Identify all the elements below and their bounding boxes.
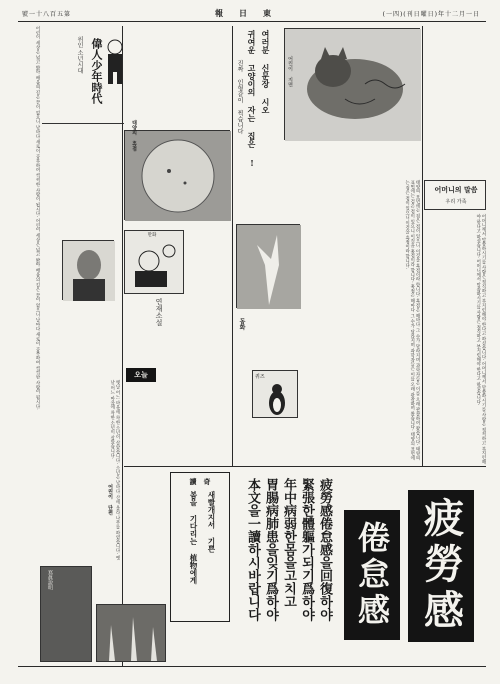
series-sub: 위인 소년시대 [76, 36, 83, 74]
ad-line-1: 疲勞感倦怠感을回復하야 [317, 478, 332, 621]
bottom-rule [18, 666, 486, 667]
sun-photo-block [124, 130, 230, 220]
boxed-poem [170, 472, 230, 622]
cat-caption: 어린이 지면 [287, 56, 293, 87]
sun-caption: 태양의 흑점 [131, 120, 137, 151]
ad-line-5: 本文을一讀하시바랍니다 [245, 478, 260, 621]
feature-subline: 진짜 인형같이 찍습니다 [236, 60, 243, 134]
masthead-title: 報 日 東 [215, 8, 275, 18]
great-man-series [42, 28, 124, 124]
photo-caption: 寫眞說明 [47, 570, 53, 590]
left-column-text: 어린이 세상은 넓고 밝아 배움의 길은 끝이 없으니 날마다 새로이 공부하여 씩씩한 사람이 됩시다. 어린이 세상은 넓고 밝아 배움의 길은 끝이 없으니 날마다 새로이 공부하여 씩씩한 사람이 됩시다. [35, 26, 40, 410]
right-column-text: 어머니께서 말씀하시기를 사람은 정직하고 부지런해야 한다고 하셨습니다. 어머니께서 말씀하시기를 사람은 정직하고 부지런해야 한다고 하셨습니다. 어머니께서 말씀하시기를 사람은 정직하고 부지런해야 한다고 하셨습니다. [475, 214, 486, 464]
flame-photo [236, 224, 300, 308]
right-column-header [424, 180, 486, 210]
lower-article-head: 어린이 단편 [107, 484, 113, 515]
divider-v3 [422, 26, 423, 466]
penguin-illustration [267, 383, 287, 415]
cat-photo [284, 28, 420, 140]
ad-line-4: 胃腸病肺患을잊기爲하야 [263, 478, 278, 621]
ad-line-2: 緊張한體軀가되기爲하야 [299, 478, 314, 621]
boxed-title: 讀 奇 [189, 477, 211, 486]
today-box: 오늘 [126, 368, 156, 382]
ad-big-2: 疲勞感 [408, 490, 474, 642]
right-column-title: 어머니의 말씀 [434, 185, 478, 194]
story-label: 동화 [238, 318, 245, 330]
fountain-photos [96, 604, 166, 662]
masthead-right: (一四)(刊日曜日)年十二月一日 [382, 11, 480, 18]
ad-block [232, 470, 486, 666]
ad-line-3: 年中病弱한몸을고치고 [281, 478, 296, 608]
series-title: 偉人少年時代 [90, 38, 103, 104]
sun-image [125, 131, 231, 221]
portrait-photo [62, 240, 114, 300]
cartoon-caption: 만화 [147, 233, 157, 238]
ad-big-1: 倦怠感 [344, 510, 400, 640]
masthead-left: 號一十八百五第 [22, 11, 72, 18]
right-column-sub: 우리 가족 [445, 199, 467, 205]
middle-body-text: 태양의 표면에는 검은 점이 있으니 이것을 흑점이라 합니다. 흑점은 해마다 그 수가 달라지며 과학자들은 이를 오래 관찰하여 왔습니다. 태양의 표면에는 검은 점이 있으니 이것을 흑점이라 합니다. 흑점은 해마다 그 수가 달라지며 과학자들은 이를 오래 관찰하여 왔습니다. 태양의 표면에는 검은 점이 있으니 이것을 흑점이라 합니다. [404, 180, 420, 460]
serial-label: 연재소설 [155, 298, 163, 326]
poem-line-1: 새빨개지서 기쁜 [207, 491, 216, 553]
poem-line-2: 봄을 기다리는 植物에게 [189, 491, 198, 584]
feature-headline-1: 여러분 신문장 시오 [261, 30, 271, 114]
feature-headline-2: 귀여운 고양이의 자는 집은 ! [247, 30, 257, 168]
lower-left-text: 옛날 어느 마을에 착한 소년이 살았습니다. 소년은 날마다 산에 올라 나무를 하였습니다. 옛날 어느 마을에 착한 소년이 살았습니다. [109, 380, 120, 560]
masthead-rule [18, 21, 486, 22]
quiz-label: 퀴즈 [255, 374, 265, 380]
divider-v1 [122, 26, 123, 666]
divider-v2 [232, 26, 233, 466]
quiz-box [252, 370, 298, 418]
divider-h-lower [124, 466, 486, 467]
